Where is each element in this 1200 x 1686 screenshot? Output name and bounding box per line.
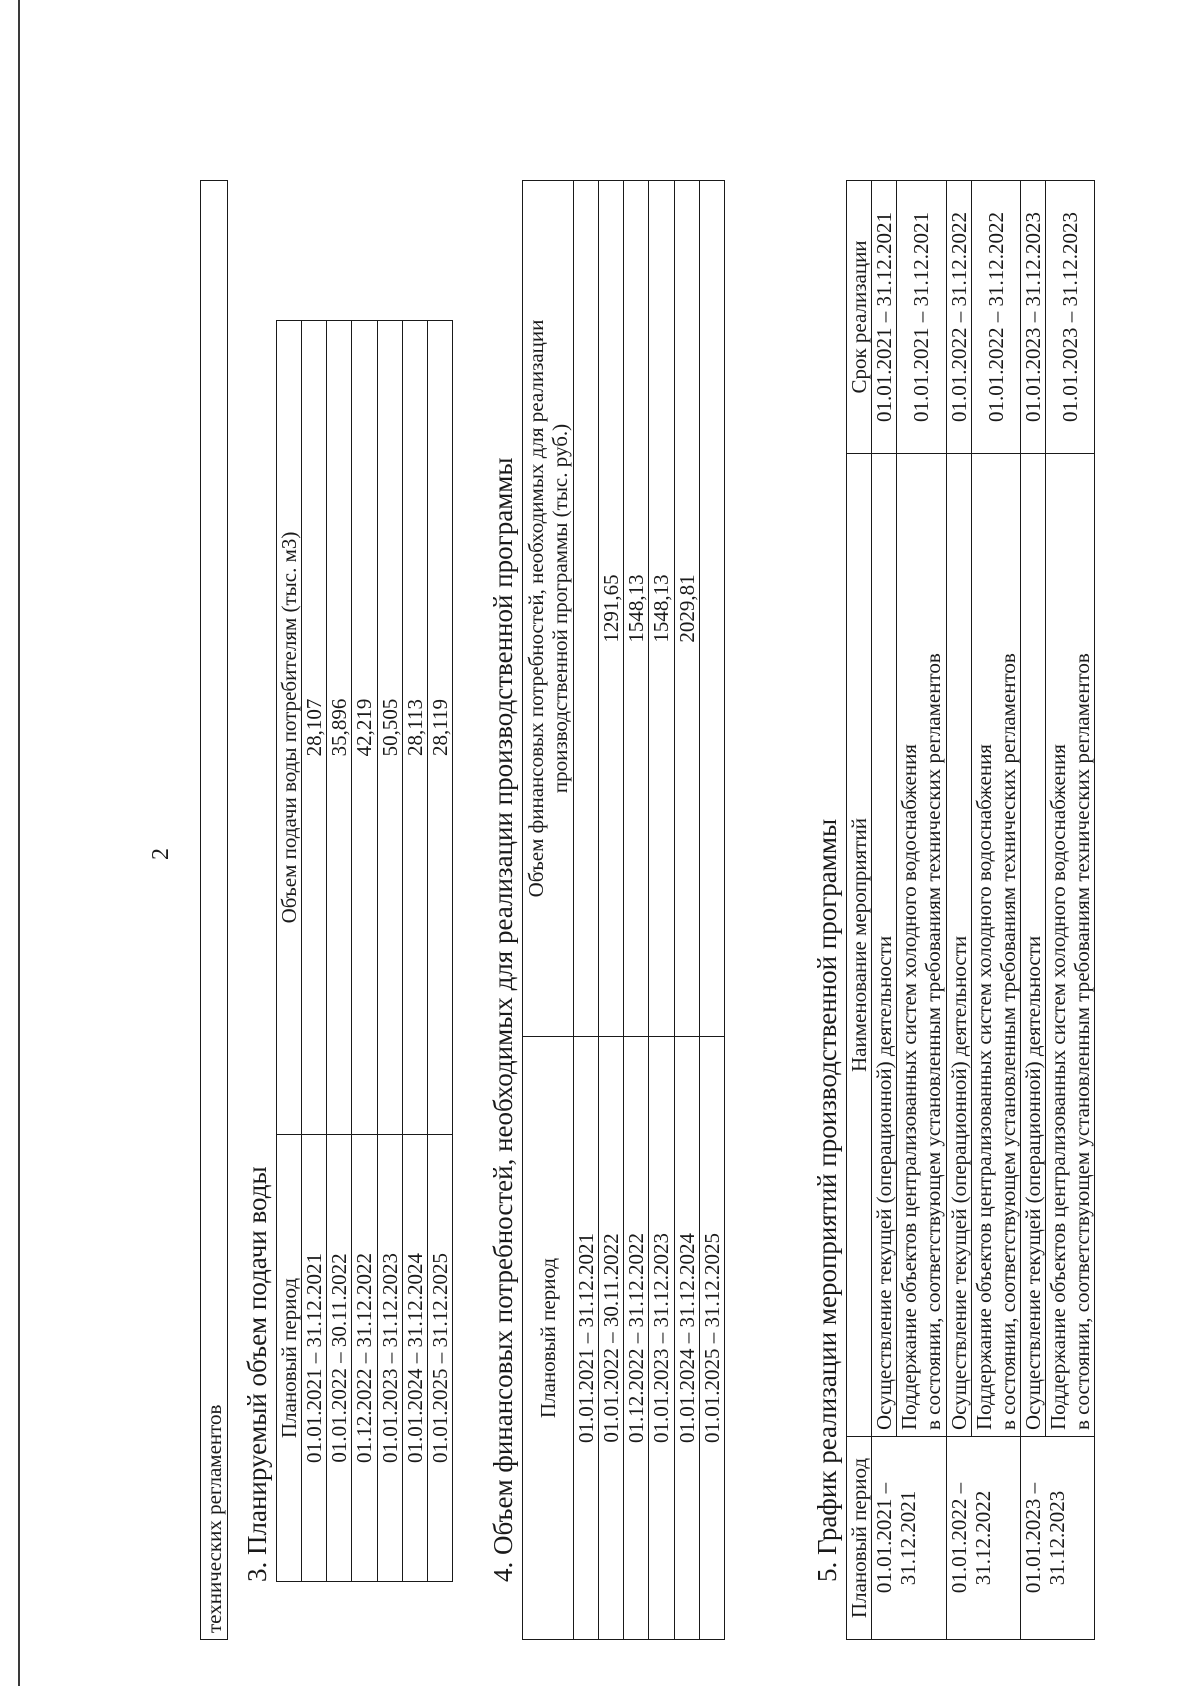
activity-cell: Осуществление текущей (операционной) деятельности <box>1020 454 1045 1437</box>
table-row <box>946 181 971 1640</box>
term-cell: 01.01.2023 – 31.12.2023 <box>1020 181 1045 454</box>
activity-cell: Осуществление текущей (операционной) деятельности <box>946 454 971 1437</box>
period-line: 31.12.2023 <box>1045 1490 1070 1586</box>
amount-cell: 1291,65 <box>599 181 624 1037</box>
amount-cell: 1548,13 <box>624 181 649 1037</box>
volume-cell: 28,119 <box>427 321 452 1135</box>
column-header-volume: Объем подачи воды потребителям (тыс. м3) <box>277 321 302 1135</box>
section3-title: 3. Планируемый объем подачи воды <box>242 1166 272 1582</box>
column-header-term: Срок реализации <box>847 181 872 454</box>
table-row <box>427 321 452 1582</box>
term-cell: 01.01.2022 – 31.12.2022 <box>971 181 1020 454</box>
column-header-amount-line1: Объем финансовых потребностей, необходимых для реализации <box>523 319 548 898</box>
table-row <box>201 181 228 1640</box>
table-row <box>897 181 946 1640</box>
table-header-row <box>277 321 302 1582</box>
activity-cell <box>971 454 1020 1437</box>
table-row <box>624 181 649 1640</box>
table-row <box>971 181 1020 1640</box>
table-row <box>599 181 624 1640</box>
volume-cell: 35,896 <box>327 321 352 1135</box>
activity-line: Поддержание объектов централизованных систем холодного водоснабжения <box>897 744 922 1430</box>
section5-title: 5. График реализации мероприятий производственной программы <box>812 818 842 1582</box>
volume-cell: 28,113 <box>402 321 427 1135</box>
table-cell: технических регламентов <box>201 181 228 1640</box>
column-header-period: Плановый период <box>523 1037 574 1640</box>
table-row <box>649 181 674 1640</box>
period-group-cell <box>872 1437 946 1640</box>
activity-line: в состоянии, соответствующем установленным требованиям технических регламентов <box>995 653 1020 1430</box>
volume-cell: 50,505 <box>377 321 402 1135</box>
term-cell: 01.01.2021 – 31.12.2021 <box>872 181 897 454</box>
period-cell: 01.01.2021 – 31.12.2021 <box>302 1135 327 1582</box>
term-cell: 01.01.2023 – 31.12.2023 <box>1046 181 1095 454</box>
financial-needs-table <box>522 180 725 1640</box>
period-line: 01.01.2023 – <box>1020 1482 1045 1594</box>
activity-line: в состоянии, соответствующем установленным требованиям технических регламентов <box>1070 653 1095 1430</box>
water-volume-table <box>276 320 453 1582</box>
amount-cell <box>574 181 599 1037</box>
period-cell: 01.01.2022 – 30.11.2022 <box>599 1037 624 1640</box>
table-row <box>327 321 352 1582</box>
period-cell: 01.01.2025 – 31.12.2025 <box>699 1037 724 1640</box>
table-row <box>402 321 427 1582</box>
volume-cell: 42,219 <box>352 321 377 1135</box>
period-cell: 01.01.2021 – 31.12.2021 <box>574 1037 599 1640</box>
period-cell: 01.01.2022 – 30.11.2022 <box>327 1135 352 1582</box>
period-cell: 01.12.2022 – 31.12.2022 <box>352 1135 377 1582</box>
rotated-page <box>148 40 1200 1640</box>
period-cell: 01.01.2023 – 31.12.2023 <box>649 1037 674 1640</box>
period-cell: 01.01.2024 – 31.12.2024 <box>674 1037 699 1640</box>
period-group-cell <box>946 1437 1020 1640</box>
table-row <box>1046 181 1095 1640</box>
column-header-activity: Наименование мероприятий <box>847 454 872 1437</box>
amount-cell <box>699 181 724 1037</box>
column-header-amount <box>523 181 574 1037</box>
activity-cell: Осуществление текущей (операционной) деятельности <box>872 454 897 1437</box>
activity-line: в состоянии, соответствующем установленным требованиям технических регламентов <box>921 653 946 1430</box>
term-cell: 01.01.2021 – 31.12.2021 <box>897 181 946 454</box>
section4-title: 4. Объем финансовых потребностей, необходимых для реализации производственной программы <box>488 457 518 1582</box>
period-cell: 01.01.2023 – 31.12.2023 <box>377 1135 402 1582</box>
amount-cell: 1548,13 <box>649 181 674 1037</box>
amount-cell: 2029,81 <box>674 181 699 1037</box>
column-header-period: Плановый период <box>847 1437 872 1640</box>
table-header-row <box>523 181 574 1640</box>
table-row <box>574 181 599 1640</box>
period-line: 01.01.2022 – <box>946 1482 971 1594</box>
table-row <box>302 321 327 1582</box>
column-header-period: Плановый период <box>277 1135 302 1582</box>
period-line: 31.12.2021 <box>896 1490 921 1586</box>
period-cell: 01.01.2025 – 31.12.2025 <box>427 1135 452 1582</box>
activity-line: Поддержание объектов централизованных систем холодного водоснабжения <box>1046 744 1071 1430</box>
table-row <box>352 321 377 1582</box>
table-row <box>377 321 402 1582</box>
period-cell: 01.01.2024 – 31.12.2024 <box>402 1135 427 1582</box>
period-group-cell <box>1020 1437 1094 1640</box>
scan-edge-line <box>18 0 20 1686</box>
term-cell: 01.01.2022 – 31.12.2022 <box>946 181 971 454</box>
page-number: 2 <box>148 848 174 860</box>
volume-cell: 28,107 <box>302 321 327 1135</box>
schedule-table <box>846 180 1095 1640</box>
table-row <box>1020 181 1045 1640</box>
column-header-amount-line2: производственной программы (тыс. руб.) <box>548 423 572 794</box>
period-cell: 01.12.2022 – 31.12.2022 <box>624 1037 649 1640</box>
period-line: 31.12.2022 <box>970 1490 995 1586</box>
table-row <box>699 181 724 1640</box>
table-row <box>674 181 699 1640</box>
top-continuation-table <box>200 180 228 1640</box>
period-line: 01.01.2021 – <box>872 1482 897 1594</box>
activity-line: Поддержание объектов централизованных систем холодного водоснабжения <box>971 744 996 1430</box>
activity-cell <box>1046 454 1095 1437</box>
activity-cell <box>897 454 946 1437</box>
table-header-row <box>847 181 872 1640</box>
table-row <box>872 181 897 1640</box>
